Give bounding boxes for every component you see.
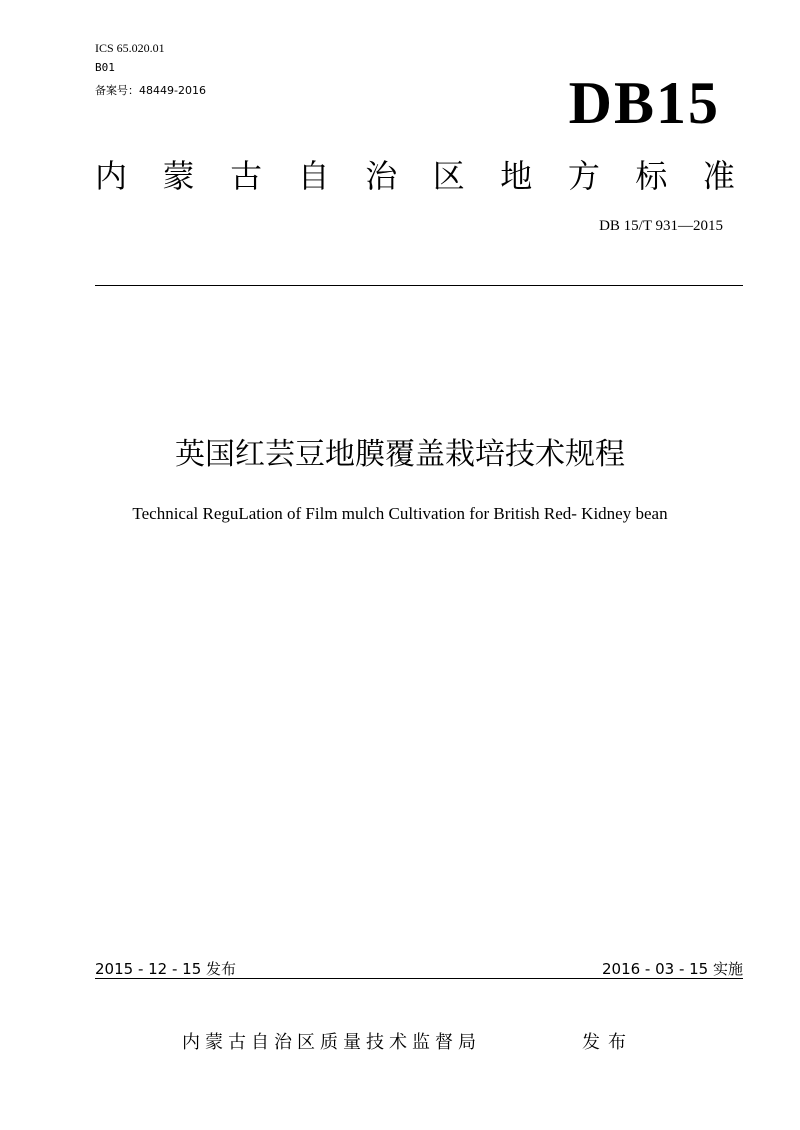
bottom-divider (95, 978, 743, 979)
document-title-en: Technical ReguLation of Film mulch Cultivation for British Red- Kidney bean (132, 504, 668, 523)
implement-date: 2016 - 03 - 15 实施 (601, 960, 743, 978)
standard-type-char: 区 (432, 157, 465, 195)
standard-number: DB 15/T 931—2015 (599, 218, 723, 234)
standard-type-char: 蒙 (162, 157, 195, 195)
standard-type-char: 准 (702, 157, 735, 195)
standard-type-char: 标 (635, 157, 668, 195)
top-divider (95, 285, 743, 286)
standard-type-char: 治 (365, 157, 398, 195)
standard-type-char: 内 (95, 157, 128, 195)
publisher-name: 内蒙古自治区质量技术监督局 (182, 1032, 481, 1053)
standard-type-char: 自 (297, 157, 330, 195)
record-number: 备案号：48449-2016 (95, 84, 206, 97)
classification-code: B01 (95, 61, 115, 74)
ics-code: ICS 65.020.01 (95, 41, 165, 55)
issue-date: 2015 - 12 - 15 发布 (95, 960, 237, 978)
standard-type-char: 古 (230, 157, 263, 195)
standard-code-logo: DB15 (568, 70, 720, 136)
standard-type-heading (95, 154, 735, 198)
standard-type-char: 地 (500, 157, 533, 195)
document-title-cn: 英国红芸豆地膜覆盖栽培技术规程 (175, 437, 625, 472)
publish-label: 发布 (582, 1032, 634, 1053)
standard-type-char: 方 (567, 157, 600, 195)
